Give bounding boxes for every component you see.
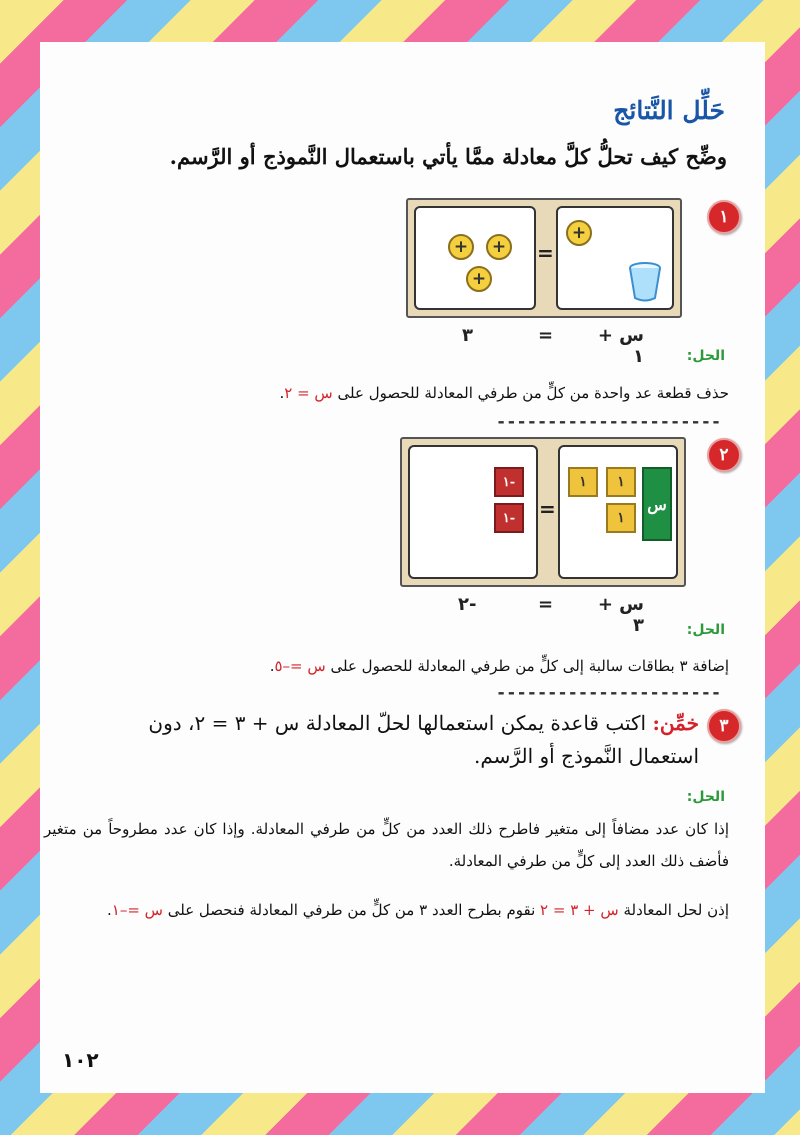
q1-left-panel [414, 206, 536, 310]
counter-chip: + [486, 234, 512, 260]
q2-right-panel [558, 445, 678, 579]
q3-para2-start: إذن لحل المعادلة [623, 901, 729, 919]
q2-left-side-label: س + ٣ [597, 594, 644, 636]
q2-model-frame [400, 437, 686, 587]
q2-left-panel [408, 445, 538, 579]
q3-solution-paragraph-1: إذا كان عدد مضافاً إلى متغير فاطرح ذلك العدد من كلٍّ من طرفي المعادلة. وإذا كان عدد مطروحاً من متغير فأضف ذلك العدد إلى كلٍّ من طرفي المعادلة. [44, 820, 729, 870]
question-number-3: ٣ [707, 709, 741, 743]
q1-solution-text [69, 380, 729, 408]
counter-chip: + [566, 220, 592, 246]
q2-equals-label: = [538, 594, 554, 615]
q1-right-side-label: ٣ [462, 325, 473, 346]
q3-para2-period: . [106, 901, 112, 919]
q3-para2-equation: س + ٣ = ٢ [540, 901, 619, 919]
q1-equals-label: = [538, 325, 554, 346]
negative-one-tile: ١- [494, 467, 524, 497]
counter-chip: + [448, 234, 474, 260]
q2-right-side-label: ٢- [458, 594, 477, 615]
q1-solution-answer: س = ٢ [284, 384, 333, 402]
q2-solution-answer: س =–٥ [274, 657, 326, 675]
q1-model-frame [406, 198, 682, 318]
q2-solution-text [49, 653, 729, 681]
q1-left-side-label: س + ١ [597, 325, 644, 367]
q2-solution-label: الحل: [686, 622, 725, 638]
question-number-1: ١ [707, 200, 741, 234]
positive-one-tile: ١ [568, 467, 598, 497]
q1-model-equals-sign: = [537, 241, 554, 265]
q1-solution-period: . [279, 384, 285, 402]
q3-solution-label: الحل: [686, 789, 725, 805]
instruction-text: وضِّح كيف تحلُّ كلَّ معادلة ممَّا يأتي باستعمال النَّموذج أو الرَّسم. [169, 144, 727, 169]
negative-one-tile: ١- [494, 503, 524, 533]
q2-solution-period: . [269, 657, 275, 675]
q1-solution-label: الحل: [686, 348, 725, 364]
q3-para2-middle: نقوم بطرح العدد ٣ من كلٍّ من طرفي المعادلة فنحصل على [167, 901, 536, 919]
q2-solution-sentence: إضافة ٣ بطاقات سالبة إلى كلٍّ من طرفي المعادلة للحصول على [330, 657, 729, 675]
worksheet-page [40, 42, 765, 1093]
q3-solution-paragraph-2 [44, 897, 729, 925]
positive-one-tile: ١ [606, 467, 636, 497]
variable-tile: س [642, 467, 672, 541]
q2-model-equals-sign: = [539, 497, 556, 521]
counter-chip: + [466, 266, 492, 292]
positive-one-tile: ١ [606, 503, 636, 533]
q1-solution-sentence: حذف قطعة عد واحدة من كلٍّ من طرفي المعادلة للحصول على [337, 384, 729, 402]
q3-para2-answer: س =–١ [111, 901, 163, 919]
q3-prompt [139, 707, 699, 773]
q1-right-panel [556, 206, 674, 310]
q3-guess-label: خمِّن: [652, 711, 699, 735]
separator-dashes: ---------------------- [496, 412, 722, 432]
cup-icon [628, 262, 662, 302]
page-title: حَلِّل النَّتائج [613, 96, 725, 125]
separator-dashes: ---------------------- [496, 683, 722, 703]
page-number: ١٠٢ [62, 1048, 99, 1072]
question-number-2: ٢ [707, 438, 741, 472]
q3-prompt-text: اكتب قاعدة يمكن استعمالها لحلّ المعادلة س + ٣ = ٢، دون استعمال النَّموذج أو الرَّسم. [148, 711, 699, 768]
